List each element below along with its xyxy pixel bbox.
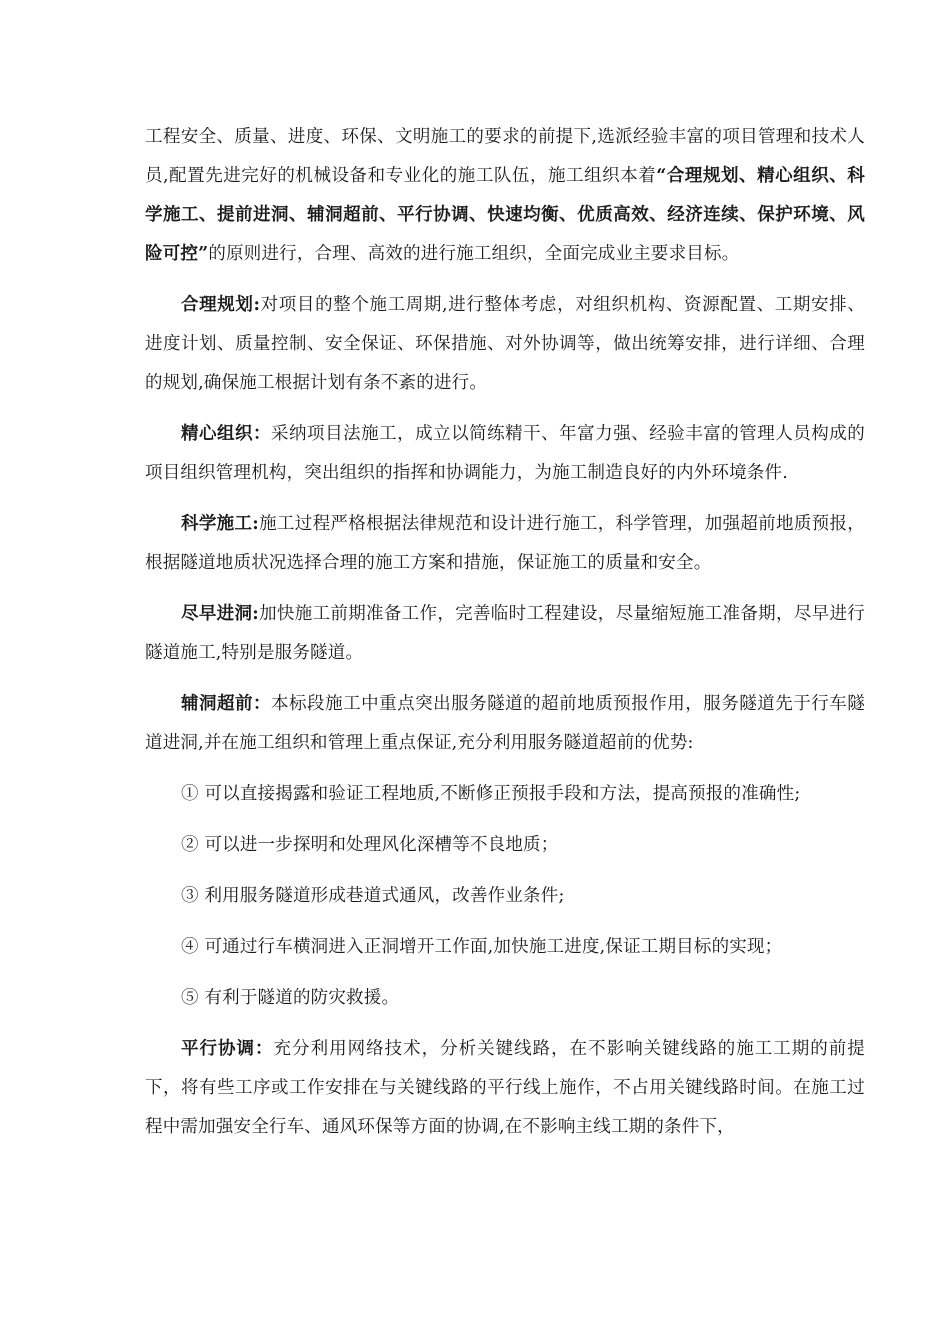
section-text: 加快施工前期准备工作，完善临时工程建设，尽量缩短施工准备期，尽早进行隧道施工,特别是服务隧道。 [145,604,865,663]
intro-text-part2: 的原则进行，合理、高效的进行施工组织，全面完成业主要求目标。 [208,244,740,264]
section-paragraph [145,505,865,583]
section-title: 平行协调： [181,1039,274,1059]
section-paragraph [145,1030,865,1147]
section-title: 辅洞超前： [181,694,272,714]
document-body [145,118,865,1159]
section-title: 尽早进洞: [181,604,259,624]
list-item: ② 可以进一步探明和处理风化深槽等不良地质； [181,835,559,855]
section-text: 采纳项目法施工，成立以简练精干、年富力强、经验丰富的管理人员构成的项目组织管理机构，突出组织的指挥和协调能力，为施工制造良好的内外环境条件. [145,424,865,483]
section-text: 对项目的整个施工周期,进行整体考虑，对组织机构、资源配置、工期安排、进度计划、质量控制、安全保证、环保措施、对外协调等，做出统筹安排，进行详细、合理的规划,确保施工根据计划有条不紊的进行。 [145,295,865,393]
section-title: 合理规划: [181,295,261,315]
section-paragraph [145,415,865,493]
section-text: 本标段施工中重点突出服务隧道的超前地质预报作用，服务隧道先于行车隧道进洞,并在施工组织和管理上重点保证,充分利用服务隧道超前的优势: [145,694,865,753]
list-item: ③ 利用服务隧道形成巷道式通风，改善作业条件; [181,886,565,906]
section-paragraph [145,685,865,763]
list-item: ④ 可通过行车横洞进入正洞增开工作面,加快施工进度,保证工期目标的实现； [181,937,783,957]
section-text: 施工过程严格根据法律规范和设计进行施工，科学管理，加强超前地质预报，根据隧道地质状况选择合理的施工方案和措施，保证施工的质量和安全。 [145,514,865,573]
section-paragraph [145,286,865,403]
section-title: 精心组织： [181,424,272,444]
section-title: 科学施工: [181,514,259,534]
list-item: ⑤ 有利于隧道的防灾救援。 [181,988,400,1008]
intro-paragraph [145,118,865,274]
list-item: ① 可以直接揭露和验证工程地质,不断修正预报手段和方法，提高预报的准确性; [181,784,801,804]
section-paragraph [145,595,865,673]
intro-text-part1: 工程安全、质量、进度、环保、文明施工的要求的前提下,选派经验丰富的项目管理和技术人员,配置先进完好的机械设备和专业化的施工队伍，施工组织本着 [145,127,865,186]
intro-principles-bold: “合理规划、精心组织、科学施工、提前进洞、辅洞超前、平行协调、快速均衡、优质高效、经济连续、保护环境、风险可控” [145,166,865,264]
section-text: 充分利用网络技术，分析关键线路，在不影响关键线路的施工工期的前提下，将有些工序或工作安排在与关键线路的平行线上施作，不占用关键线路时间。在施工过程中需加强安全行车、通风环保等方面的协调,在不影响主线工期的条件下， [145,1039,865,1137]
